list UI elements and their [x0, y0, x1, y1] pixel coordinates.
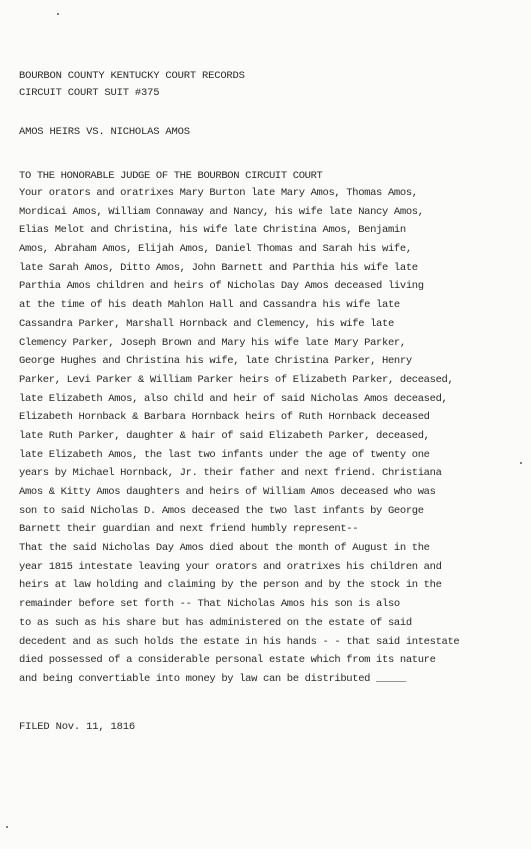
- petition-line: Parker, Levi Parker & William Parker heirs of Elizabeth Parker, deceased,: [19, 373, 454, 386]
- petition-line: late Elizabeth Amos, the last two infants under the age of twenty one: [19, 448, 430, 461]
- petition-line: That the said Nicholas Day Amos died about the month of August in the: [19, 542, 430, 555]
- petition-line: Amos & Kitty Amos daughters and heirs of William Amos deceased who was: [19, 486, 436, 498]
- petition-line: Amos, Abraham Amos, Elijah Amos, Daniel Thomas and Sarah his wife,: [19, 243, 412, 256]
- petition-line: George Hughes and Christina his wife, late Christina Parker, Henry: [19, 355, 412, 368]
- petition-line: years by Michael Hornback, Jr. their father and next friend. Christiana: [19, 467, 442, 480]
- petition-body: [19, 169, 524, 689]
- case-title: AMOS HEIRS VS. NICHOLAS AMOS: [19, 126, 190, 138]
- petition-line: Mordicai Amos, William Connaway and Nancy, his wife late Nancy Amos,: [19, 205, 424, 218]
- petition-address: TO THE HONORABLE JUDGE OF THE BOURBON CIRCUIT COURT: [19, 170, 323, 182]
- petition-line: Your orators and oratrixes Mary Burton late Mary Amos, Thomas Amos,: [19, 187, 418, 199]
- petition-line: died possessed of a considerable personal estate which from its nature: [19, 654, 436, 667]
- petition-line: Clemency Parker, Joseph Brown and Mary his wife late Mary Parker,: [19, 336, 406, 349]
- petition-line: son to said Nicholas D. Amos deceased the two last infants by George: [19, 504, 424, 517]
- petition-line: Parthia Amos children and heirs of Nicholas Day Amos deceased living: [19, 280, 424, 293]
- filed-date: FILED Nov. 11, 1816: [19, 721, 135, 733]
- petition-line: Barnett their guardian and next friend humbly represent--: [19, 523, 359, 536]
- petition-line: at the time of his death Mahlon Hall and Cassandra his wife late: [19, 299, 400, 312]
- record-header: [19, 68, 245, 102]
- petition-line: late Ruth Parker, daughter & hair of said Elizabeth Parker, deceased,: [19, 429, 430, 442]
- scan-speck: [57, 13, 59, 15]
- petition-line: late Elizabeth Amos, also child and heir of said Nicholas Amos deceased,: [19, 392, 448, 405]
- petition-line: heirs at law holding and claiming by the person and by the stock in the: [19, 579, 442, 592]
- petition-line: year 1815 intestate leaving your orators and oratrixes his children and: [19, 560, 442, 573]
- petition-line: remainder before set forth -- That Nicholas Amos his son is also: [19, 598, 400, 611]
- petition-line: Cassandra Parker, Marshall Hornback and Clemency, his wife late: [19, 317, 394, 330]
- petition-line: Elizabeth Hornback & Barbara Hornback heirs of Ruth Hornback deceased: [19, 411, 430, 424]
- petition-line: late Sarah Amos, Ditto Amos, John Barnett and Parthia his wife late: [19, 261, 418, 274]
- petition-line: decedent and as such holds the estate in his hands - - that said intestate: [19, 635, 460, 648]
- petition-line: and being convertiable into money by law can be distributed _____: [19, 672, 406, 685]
- petition-line: Elias Melot and Christina, his wife late Christina Amos, Benjamin: [19, 224, 406, 237]
- scan-speck: [6, 826, 8, 828]
- header-line-suit: CIRCUIT COURT SUIT #375: [19, 87, 160, 99]
- petition-line: to as such as his share but has administered on the estate of said: [19, 616, 412, 629]
- header-line-county: BOURBON COUNTY KENTUCKY COURT RECORDS: [19, 70, 245, 82]
